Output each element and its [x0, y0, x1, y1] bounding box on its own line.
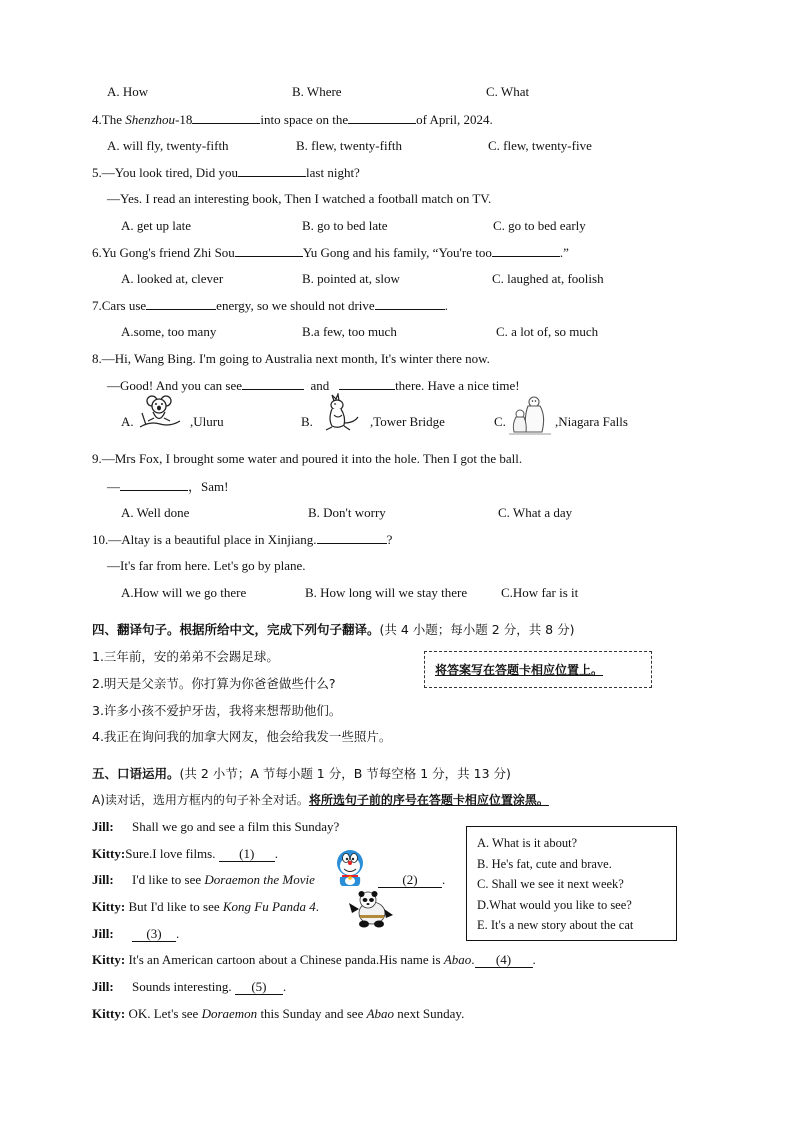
q6-end: .” — [559, 245, 569, 260]
section-4-title — [92, 622, 574, 638]
q8-line-1: 8.—Hi, Wang Bing. I'm going to Australia next month, It's winter there now. — [92, 351, 490, 366]
q10-start: 10.—Altay is a beautiful place in Xinjiang. — [92, 532, 317, 547]
line-4-text: But I'd like to see — [128, 899, 223, 914]
question-6 — [92, 244, 569, 261]
dialogue-line-4 — [92, 899, 319, 915]
polar-bear-icon — [508, 394, 552, 436]
q9-option-b: B. Don't worry — [308, 505, 386, 520]
sentence-option-a: A. What is it about? — [477, 836, 578, 850]
sentence-option-c: C. Shall we see it next week? — [477, 877, 624, 891]
q9-option-c: C. What a day — [498, 505, 573, 520]
q8-option-b-text: ,Tower Bridge — [370, 414, 445, 429]
kangaroo-icon — [318, 393, 360, 433]
speaker-jill: Jill: — [92, 819, 114, 834]
q8-and: and — [310, 378, 330, 393]
q4-suffix: -18 — [175, 112, 193, 127]
q4-blank-1[interactable] — [192, 111, 260, 124]
line-2-text: Sure.I love films. — [125, 846, 216, 861]
speaker-kitty: Kitty: — [92, 952, 126, 967]
section-5-score-note: (共 2 小节；A 节每小题 1 分，B 节每空格 1 分，共 13 分) — [179, 766, 511, 781]
line-8-mid: this Sunday and see — [257, 1006, 367, 1021]
line-4-film: Kong Fu Panda 4 — [222, 899, 316, 914]
q7-option-b: B.a few, too much — [302, 324, 397, 339]
q4-the: The — [101, 112, 126, 127]
q9-end: ，Sam! — [188, 479, 229, 494]
q7-end: . — [444, 298, 448, 313]
q4-end: of April, 2024. — [416, 112, 493, 127]
q4-option-a: A. will fly, twenty-fifth — [107, 138, 229, 153]
line-8-name: Abao — [366, 1006, 395, 1021]
gap-3[interactable]: (3) — [132, 927, 176, 942]
q5-end: last night? — [306, 165, 360, 180]
dialogue-line-2: Kitty:Sure.I love films. (1) . — [92, 846, 278, 861]
q10-option-a: A.How will we go there — [121, 585, 247, 600]
sentence-option-b: B. He's fat, cute and brave. — [477, 856, 612, 871]
section-4-heading: 四、翻译句子。根据所给中文，完成下列句子翻译。 — [92, 622, 380, 637]
line-8-film: Doraemon — [201, 1006, 258, 1021]
kung-fu-panda-icon — [346, 889, 396, 929]
line-1-text: Shall we go and see a film this Sunday? — [132, 819, 340, 834]
q5-option-b: B. go to bed late — [302, 218, 388, 233]
line-3-film: Doraemon the Movie — [204, 872, 315, 887]
q4-name: Shenzhou — [125, 112, 176, 127]
q9-start: — — [107, 479, 120, 494]
section-5-instruction — [92, 792, 549, 808]
instruction-a: A)读对话，选用方框内的句子补全对话。 — [92, 793, 309, 807]
dialogue-line-6: Kitty: It's an American cartoon about a Chinese panda.His name is Abao. (4) . — [92, 952, 536, 967]
q8-blank-2[interactable] — [339, 377, 395, 390]
q8-blank-1[interactable] — [242, 377, 304, 390]
q5-start: 5.—You look tired, Did you — [92, 165, 239, 180]
q4-blank-2[interactable] — [348, 111, 416, 124]
q7-start: 7.Cars use — [92, 298, 147, 313]
q10-reply: —It's far from here. Let's go by plane. — [107, 558, 306, 573]
dialogue-line-3 — [92, 872, 315, 888]
koala-icon — [136, 391, 182, 431]
answer-sheet-notice — [424, 651, 652, 688]
q10-end: ? — [386, 532, 393, 547]
dialogue-line-8 — [92, 1006, 464, 1022]
q7-blank-1[interactable] — [146, 297, 216, 310]
speaker-jill: Jill: — [92, 926, 114, 941]
q8-option-c-text: ,Niagara Falls — [555, 414, 628, 429]
q9-line-1: 9.—Mrs Fox, I brought some water and poured it into the hole. Then I got the ball. — [92, 451, 523, 466]
gap-2[interactable]: (2) — [378, 873, 442, 888]
speaker-kitty: Kitty: — [92, 1006, 126, 1021]
q8-option-b-label: B. — [301, 414, 313, 429]
q8-option-a-text: ,Uluru — [190, 414, 224, 429]
question-10 — [92, 531, 392, 548]
question-7 — [92, 297, 448, 314]
q4-option-c: C. flew, twenty-five — [488, 138, 592, 153]
q4-num: 4. — [92, 112, 102, 127]
q9-option-a: A. Well done — [121, 505, 190, 520]
q3-option-a: A. How — [107, 84, 149, 99]
q6-option-b: B. pointed at, slow — [302, 271, 400, 286]
line-4-end: . — [315, 899, 319, 914]
q6-option-a: A. looked at, clever — [121, 271, 224, 286]
q8-option-a-label: A. — [121, 414, 134, 429]
gap-1[interactable]: (1) — [219, 847, 275, 862]
instruction-b: 将所选句子前的序号在答题卡相应位置涂黑。 — [308, 793, 549, 807]
sentence-options-box — [466, 826, 677, 941]
q6-mid: Yu Gong and his family, “You're too — [302, 245, 492, 260]
q3-option-b: B. Where — [292, 84, 342, 99]
dialogue-line-7: Jill: Sounds interesting. (5) . — [92, 979, 287, 994]
q5-reply: —Yes. I read an interesting book, Then I watched a football match on TV. — [107, 191, 492, 206]
question-5 — [92, 164, 360, 181]
speaker-jill: Jill: — [92, 979, 114, 994]
line-8-text: OK. Let's see — [128, 1006, 202, 1021]
sentence-option-d: D.What would you like to see? — [477, 897, 632, 912]
section-5-title — [92, 766, 511, 782]
gap-4[interactable]: (4) — [475, 953, 533, 968]
q4-option-b: B. flew, twenty-fifth — [296, 138, 403, 153]
q10-option-b: B. How long will we stay there — [305, 585, 468, 600]
section-4-score-note: (共 4 小题；每小题 2 分，共 8 分) — [379, 622, 575, 637]
q7-blank-2[interactable] — [375, 297, 445, 310]
q8-option-c-label: C. — [494, 414, 506, 429]
speaker-kitty: Kitty: — [92, 846, 126, 861]
q6-blank-2[interactable] — [492, 244, 560, 257]
sentence-option-e: E. It's a new story about the cat — [477, 918, 634, 932]
dialogue-line-3-gap: (2) . — [378, 872, 445, 888]
q5-option-c: C. go to bed early — [493, 218, 586, 233]
q3-option-c: C. What — [486, 84, 530, 99]
q10-option-c: C.How far is it — [501, 585, 579, 600]
dialogue-line-1 — [92, 819, 339, 835]
translate-item-4: 4.我正在询问我的加拿大网友，他会给我发一些照片。 — [92, 729, 392, 744]
line-8-end: next Sunday. — [394, 1006, 465, 1021]
doraemon-icon — [331, 848, 369, 888]
q7-option-a: A.some, too many — [121, 324, 217, 339]
question-4 — [92, 111, 493, 128]
q5-blank[interactable] — [238, 164, 306, 177]
q4-mid: into space on the — [260, 112, 349, 127]
translate-item-2: 2.明天是父亲节。你打算为你爸爸做些什么? — [92, 676, 336, 691]
q6-option-c: C. laughed at, foolish — [492, 271, 604, 286]
dialogue-line-5: Jill: (3) . — [92, 926, 180, 941]
line-6-name: Abao — [443, 952, 472, 967]
line-6-text: It's an American cartoon about a Chinese panda.His name is — [128, 952, 444, 967]
q8-end: there. Have a nice time! — [395, 378, 520, 393]
q5-option-a: A. get up late — [121, 218, 192, 233]
line-3-text: I'd like to see — [132, 872, 205, 887]
gap-5[interactable]: (5) — [235, 980, 283, 995]
speaker-jill: Jill: — [92, 872, 114, 887]
line-6-end: . — [471, 952, 475, 967]
q6-blank-1[interactable] — [235, 244, 303, 257]
line-7-text: Sounds interesting. — [132, 979, 232, 994]
q8-start: —Good! And you can see — [107, 378, 243, 393]
q10-blank[interactable] — [317, 531, 387, 544]
answer-sheet-notice-text: 将答案写在答题卡相应位置上。 — [435, 663, 604, 677]
translate-item-3: 3.许多小孩不爱护牙齿，我将来想帮助他们。 — [92, 703, 342, 718]
q7-mid: energy, so we should not drive — [216, 298, 375, 313]
speaker-kitty: Kitty: — [92, 899, 126, 914]
section-5-heading: 五、口语运用。 — [92, 766, 180, 781]
q6-start: 6.Yu Gong's friend Zhi Sou — [92, 245, 235, 260]
translate-item-1: 1.三年前，安的弟弟不会踢足球。 — [92, 649, 279, 664]
q7-option-c: C. a lot of, so much — [496, 324, 599, 339]
q9-line-2 — [107, 478, 228, 495]
q9-blank[interactable] — [120, 478, 188, 491]
